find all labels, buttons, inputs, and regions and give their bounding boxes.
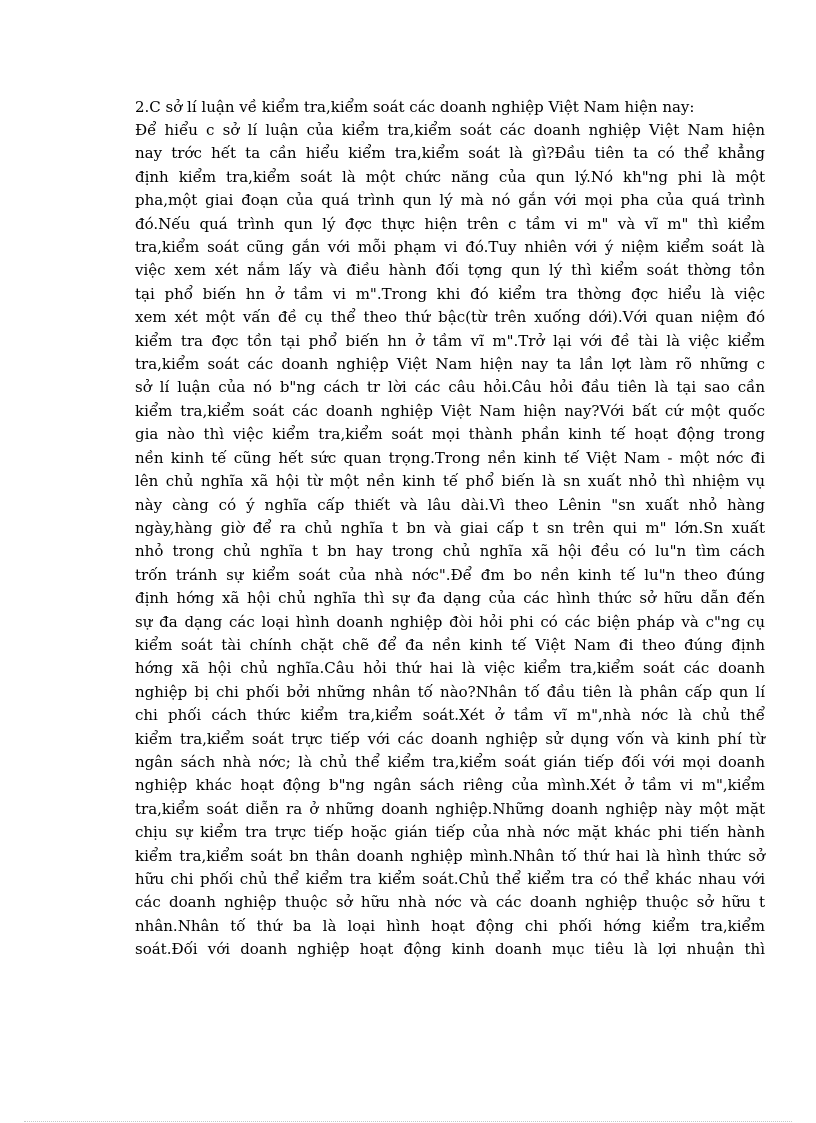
paragraph-line: hữu chi phối chủ thể kiểm tra kiểm soát.Chủ thể kiểm tra có thể khác nhau với [135,870,765,888]
section-heading: 2.C sở lí luận về kiểm tra,kiểm soát các doanh nghiệp Việt Nam hiện nay: [135,98,695,116]
paragraph-line: nền kinh tế cũng hết sức quan trọng.Trong nền kinh tế Việt Nam - một nớc đi [135,448,765,467]
paragraph-line: việc xem xét nắm lấy và điều hành đối tợng qun lý thì kiểm soát thờng tồn [135,261,765,280]
paragraph-line: ngày,hàng giờ để ra chủ nghĩa t bn và giai cấp t sn trên qui m" lớn.Sn xuất [135,518,765,537]
paragraph-line: trốn tránh sự kiểm soát của nhà nớc".Để đm bo nền kinh tế lu"n theo đúng [135,565,765,584]
paragraph-line: định kiểm tra,kiểm soát là một chức năng của qun lý.Nó kh"ng phi là một [135,167,765,186]
paragraph-line: nhỏ trong chủ nghĩa t bn hay trong chủ nghĩa xã hội đều có lu"n tìm cách [135,542,765,561]
paragraph-line: kiểm tra,kiểm soát bn thân doanh nghiệp mình.Nhân tố thứ hai là hình thức sở [135,846,765,865]
paragraph-line: sở lí luận của nó b"ng cách tr lời các câu hỏi.Câu hỏi đầu tiên là tại sao cần [135,378,765,397]
paragraph-line: tra,kiểm soát diễn ra ở những doanh nghiệp.Những doanh nghiệp này một mặt [135,799,765,818]
paragraph-line: kiểm tra đợc tồn tại phổ biến hn ở tầm vĩ m".Trở lại với đề tài là việc kiểm [135,331,765,350]
paragraph-line: gia nào thì việc kiểm tra,kiểm soát mọi thành phần kinh tế hoạt động trong [135,425,765,444]
document-page [135,96,765,958]
paragraph-line: nghiệp bị chi phối bởi những nhân tố nào?Nhân tố đầu tiên là phân cấp qun lí [135,682,765,701]
paragraph-line: pha,một giai đoạn của quá trình qun lý mà nó gắn với mọi pha của quá trình [135,191,765,210]
paragraph-line: kiểm tra,kiểm soát các doanh nghiệp Việt Nam hiện nay?Với bất cứ một quốc [135,401,765,420]
paragraph-line: nghiệp khác hoạt động b"ng ngân sách riêng của mình.Xét ở tầm vi m",kiểm [135,776,765,795]
paragraph-line: sự đa dạng các loại hình doanh nghiệp đòi hỏi phi có các biện pháp và c"ng cụ [135,612,765,631]
document-body [135,119,765,958]
paragraph-line: kiểm soát tài chính chặt chẽ để đa nền kinh tế Việt Nam đi theo đúng định [135,635,765,654]
paragraph-line: tra,kiểm soát các doanh nghiệp Việt Nam hiện nay ta lần lợt làm rõ những c [135,355,765,374]
paragraph-line: xem xét một vấn đề cụ thể theo thứ bậc(từ trên xuống dới).Với quan niệm đó [135,308,765,327]
paragraph-line: tra,kiểm soát cũng gắn với mỗi phạm vi đó.Tuy nhiên với ý niệm kiểm soát là [135,238,765,257]
paragraph-line: hớng xã hội chủ nghĩa.Câu hỏi thứ hai là việc kiểm tra,kiểm soát các doanh [135,659,765,678]
paragraph-line: định hớng xã hội chủ nghĩa thì sự đa dạng của các hình thức sở hữu dẫn đến [135,589,765,608]
paragraph-line: kiểm tra,kiểm soát trực tiếp với các doanh nghiệp sử dụng vốn và kinh phí từ [135,729,765,748]
paragraph-line: đó.Nếu quá trình qun lý đợc thực hiện trên c tầm vi m" và vĩ m" thì kiểm [135,214,765,233]
paragraph-line: chi phối cách thức kiểm tra,kiểm soát.Xét ở tầm vĩ m",nhà nớc là chủ thể [135,706,765,725]
paragraph-line: chịu sự kiểm tra trực tiếp hoặc gián tiếp của nhà nớc mặt khác phi tiến hành [135,823,765,842]
paragraph-line: Để hiểu c sở lí luận của kiểm tra,kiểm soát các doanh nghiệp Việt Nam hiện [135,121,765,139]
page-bottom-divider [24,1121,792,1122]
paragraph-line: các doanh nghiệp thuộc sở hữu nhà nớc và các doanh nghiệp thuộc sở hữu t [135,893,765,912]
paragraph-line: lên chủ nghĩa xã hội từ một nền kinh tế phổ biến là sn xuất nhỏ thì nhiệm vụ [135,472,765,491]
paragraph-line: nay trớc hết ta cần hiểu kiểm tra,kiểm soát là gì?Đầu tiên ta có thể khẳng [135,144,765,163]
paragraph-line: nhân.Nhân tố thứ ba là loại hình hoạt động chi phối hớng kiểm tra,kiểm [135,916,765,935]
paragraph-line: soát.Đối với doanh nghiệp hoạt động kinh doanh mục tiêu là lợi nhuận thì [135,940,765,959]
paragraph-line: ngân sách nhà nớc; là chủ thể kiểm tra,kiểm soát gián tiếp đối với mọi doanh [135,752,765,771]
paragraph-line: tại phổ biến hn ở tầm vi m".Trong khi đó kiểm tra thờng đợc hiểu là việc [135,284,765,303]
paragraph-line: này càng có ý nghĩa cấp thiết và lâu dài.Vì theo Lênin "sn xuất nhỏ hàng [135,495,765,514]
